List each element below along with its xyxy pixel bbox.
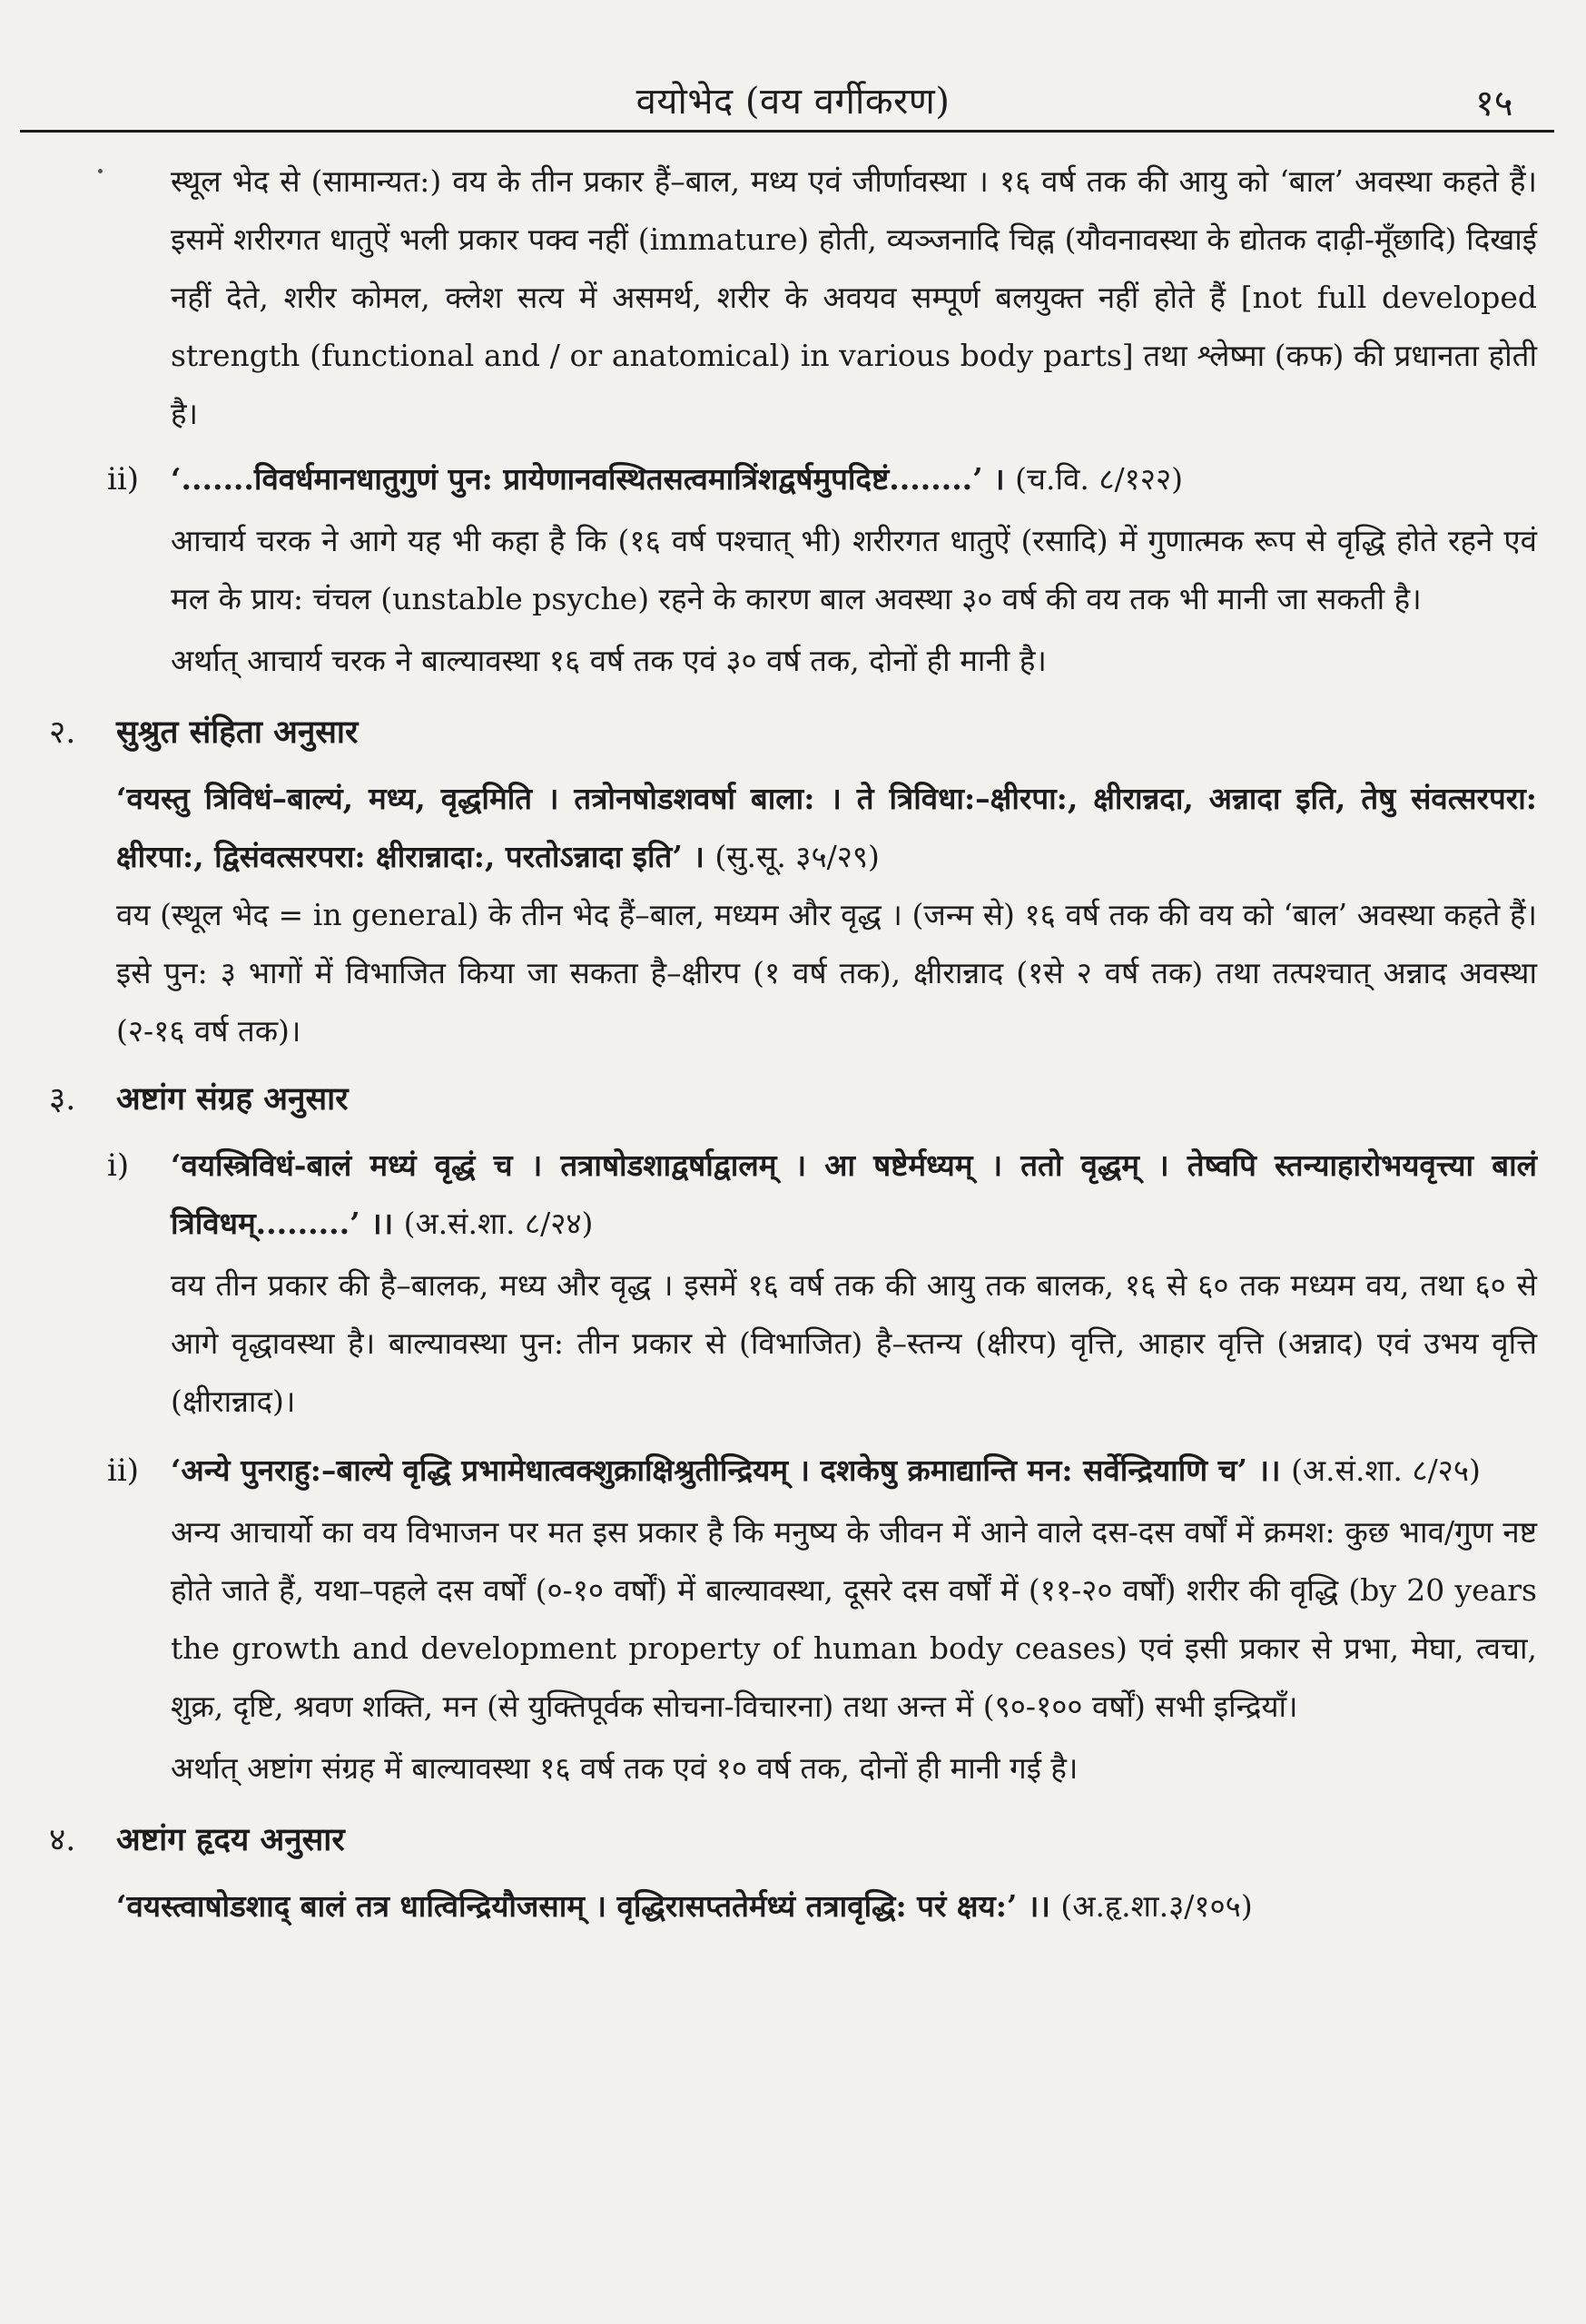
charak-item-ii	[107, 450, 1537, 690]
item-marker: i)	[107, 1147, 130, 1184]
sanskrit-quote: ‘अन्ये पुनराहु:–बाल्ये वृद्धि प्रभामेधात्वक्शुक्राक्षिश्रुतीन्द्रियम् । दशकेषु क्रमाद्यान्ति मन: सर्वेन्द्रियाणि च’ ।। (अ.सं.शा. ८/२५)	[171, 1452, 1481, 1488]
citation: (अ.सं.शा. ८/२५)	[1291, 1452, 1481, 1488]
section-heading-ashtanga-sangraha: ३. अष्टांग संग्रह अनुसार	[49, 1080, 349, 1118]
explanation-paragraph: आचार्य चरक ने आगे यह भी कहा है कि (१६ वर्ष पश्चात् भी) शरीरगत धातुऐं (रसादि) में गुणात्मक रूप से वृद्धि होते रहने एवं मल के प्राय: चंचल (unstable psyche) रहने के कारण बाल अवस्था ३० वर्ष की वय तक भी मानी जा सकती है।	[171, 523, 1537, 616]
running-header-title: वयोभेद (वय वर्गीकरण)	[635, 81, 951, 123]
item-marker: ii)	[107, 461, 140, 497]
page-body	[0, 153, 1586, 1935]
sanskrit-quote: ‘वयस्तु त्रिविधं–बाल्यं, मध्य, वृद्धमिति । तत्रोनषोडशवर्षा बाला: । ते त्रिविधा:–क्षीरपा:, क्षीरान्नदा, अन्नादा इति, तेषु संवत्सरपरा: क्षीरपा:, द्विसंवत्सरपरा: क्षीरान्नादा:, परतोऽन्नादा इति’ । (सु.सू. ३५/२९)	[116, 781, 1537, 874]
explanation-paragraph: वय तीन प्रकार की है–बालक, मध्य और वृद्ध । इसमें १६ वर्ष तक की आयु तक बालक, १६ से ६० तक मध्यम वय, तथा ६० से आगे वृद्धावस्था है। बाल्यावस्था पुन: तीन प्रकार से (विभाजित) है–स्तन्य (क्षीरप) वृत्ति, आहार वृत्ति (अन्नाद) एवं उभय वृत्ति (क्षीरान्नाद)।	[171, 1267, 1537, 1419]
explanation-paragraph: अन्य आचार्यो का वय विभाजन पर मत इस प्रकार है कि मनुष्य के जीवन में आने वाले दस-दस वर्षों में क्रमश: कुछ भाव/गुण नष्ट होते जाते हैं, यथा–पहले दस वर्षों (०-१० वर्षों) में बाल्यावस्था, दूसरे दस वर्षों में (११-२० वर्षों) शरीर की वृद्धि (by 20 years the growth and development property of human body ceases) एवं इसी प्रकार से प्रभा, मेघा, त्वचा, शुक्र, दृष्टि, श्रवण शक्ति, मन (से युक्तिपूर्वक सोचना-विचारना) तथा अन्त में (९०-१०० वर्षों) सभी इन्द्रियाँ।	[171, 1514, 1537, 1724]
section-heading-sushruta: २. सुश्रुत संहिता अनुसार	[49, 714, 359, 751]
citation: (अ.हृ.शा.३/१०५)	[1060, 1888, 1253, 1924]
section-heading-ashtanga-hridaya: ४. अष्टांग हृदय अनुसार	[49, 1821, 345, 1858]
sangraha-item-ii	[107, 1442, 1537, 1797]
sanskrit-quote: ‘.......विवर्धमानधातुगुणं पुन: प्रायेणानवस्थितसत्वमात्रिंशद्वर्षमुपदिष्टं........’ । (च.वि. ८/१२२)	[171, 461, 1183, 497]
header-divider	[20, 130, 1554, 133]
page-number: १५	[1475, 83, 1513, 124]
conclusion-paragraph: अर्थात् आचार्य चरक ने बाल्यावस्था १६ वर्ष तक एवं ३० वर्ष तक, दोनों ही मानी है।	[171, 643, 1047, 678]
sangraha-item-i	[107, 1137, 1537, 1431]
citation: (सु.सू. ३५/२९)	[714, 839, 880, 874]
sanskrit-quote: ‘वयस्त्वाषोडशाद् बालं तत्र धात्विन्द्रियौजसाम् । वृद्धिरासप्ततेर्मध्यं तत्रावृद्धि: परं क्षय:’ ।। (अ.हृ.शा.३/१०५)	[116, 1888, 1253, 1924]
intro-paragraph: स्थूल भेद से (सामान्यत:) वय के तीन प्रकार हैं–बाल, मध्य एवं जीर्णावस्था । १६ वर्ष तक की आयु को ‘बाल’ अवस्था कहते हैं। इसमें शरीरगत धातुऐं भली प्रकार पक्व नहीं (immature) होती, व्यञ्जनादि चिह्न (यौवनावस्था के द्योतक दाढ़ी-मूँछादि) दिखाई नहीं देते, शरीर कोमल, क्लेश सत्य में असमर्थ, शरीर के अवयव सम्पूर्ण बलयुक्त नहीं होते हैं [not full developed strength (functional and / or anatomical) in various body parts] तथा श्लेष्मा (कफ) की प्रधानता होती है।	[171, 163, 1537, 431]
citation: (अ.सं.शा. ८/२४)	[403, 1206, 594, 1241]
citation: (च.वि. ८/१२२)	[1015, 461, 1183, 497]
item-marker: ii)	[107, 1452, 140, 1489]
sanskrit-quote: ‘वयस्त्रिविधं-बालं मध्यं वृद्धं च । तत्राषोडशाद्वर्षाद्वालम् । आ षष्टेर्मध्यम् । ततो वृद्धम् । तेष्वपि स्तन्याहारोभयवृत्त्या बालं त्रिविधम्.........’ ।। (अ.सं.शा. ८/२४)	[171, 1147, 1537, 1241]
conclusion-paragraph: अर्थात् अष्टांग संग्रह में बाल्यावस्था १६ वर्ष तक एवं १० वर्ष तक, दोनों ही मानी गई है।	[171, 1750, 1079, 1786]
explanation-paragraph: वय (स्थूल भेद = in general) के तीन भेद हैं–बाल, मध्यम और वृद्ध । (जन्म से) १६ वर्ष तक की वय को ‘बाल’ अवस्था कहते हैं। इसे पुन: ३ भागों में विभाजित किया जा सकता है–क्षीरप (१ वर्ष तक), क्षीरान्नाद (१से २ वर्ष तक) तथा तत्पश्चात् अन्नाद अवस्था (२-१६ वर्ष तक)।	[116, 897, 1537, 1049]
